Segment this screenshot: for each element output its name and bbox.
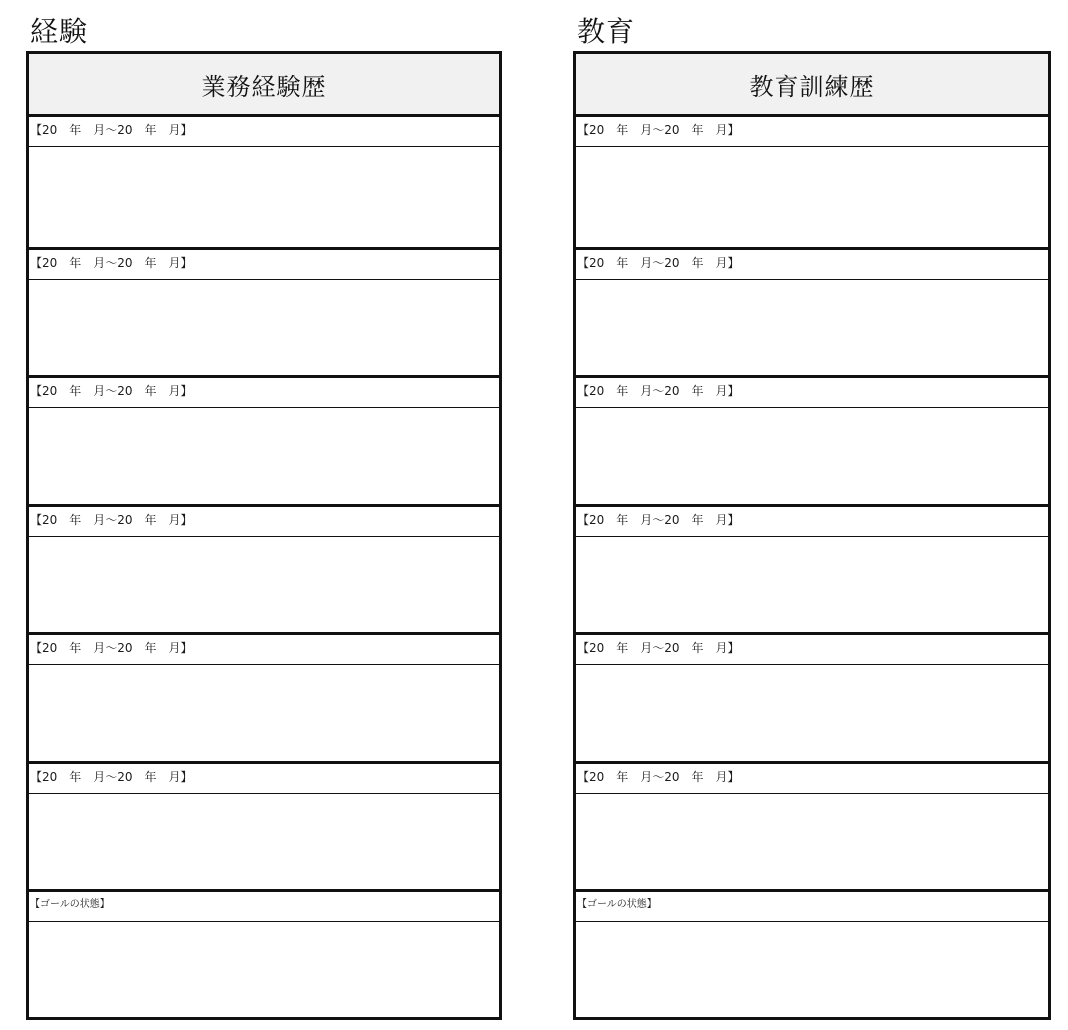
education-period-5: [576, 632, 1048, 761]
experience-goal-label: 【ゴールの状態】: [29, 892, 499, 922]
education-goal-label: 【ゴールの状態】: [576, 892, 1048, 922]
experience-period-2-label: 【20 年 月～20 年 月】: [29, 250, 499, 280]
experience-period-1-field[interactable]: [29, 147, 499, 247]
education-period-3-label: 【20 年 月～20 年 月】: [576, 378, 1048, 408]
education-panel: [573, 51, 1051, 1020]
education-period-2-label: 【20 年 月～20 年 月】: [576, 250, 1048, 280]
experience-goal-field[interactable]: [29, 922, 499, 1017]
education-period-3: [576, 375, 1048, 504]
education-goal-field[interactable]: [576, 922, 1048, 1017]
experience-period-1: [29, 117, 499, 247]
experience-period-4: [29, 504, 499, 632]
experience-title: 経験: [30, 15, 89, 48]
experience-goal: [29, 889, 499, 1017]
experience-period-5-label: 【20 年 月～20 年 月】: [29, 635, 499, 665]
experience-period-2: [29, 247, 499, 375]
experience-period-3: [29, 375, 499, 504]
education-header: 教育訓練歴: [576, 54, 1048, 117]
education-period-2: [576, 247, 1048, 375]
experience-period-6-field[interactable]: [29, 794, 499, 889]
education-period-3-field[interactable]: [576, 408, 1048, 504]
experience-period-6: [29, 761, 499, 889]
experience-panel: [26, 51, 502, 1020]
experience-period-4-field[interactable]: [29, 537, 499, 632]
education-title: 教育: [577, 15, 636, 48]
education-goal: [576, 889, 1048, 1017]
education-period-4-label: 【20 年 月～20 年 月】: [576, 507, 1048, 537]
experience-period-5: [29, 632, 499, 761]
education-period-1-field[interactable]: [576, 147, 1048, 247]
experience-period-3-field[interactable]: [29, 408, 499, 504]
experience-period-5-field[interactable]: [29, 665, 499, 761]
experience-period-3-label: 【20 年 月～20 年 月】: [29, 378, 499, 408]
education-period-5-field[interactable]: [576, 665, 1048, 761]
experience-period-6-label: 【20 年 月～20 年 月】: [29, 764, 499, 794]
education-period-6: [576, 761, 1048, 889]
education-period-1-label: 【20 年 月～20 年 月】: [576, 117, 1048, 147]
education-period-1: [576, 117, 1048, 247]
education-period-4: [576, 504, 1048, 632]
experience-period-1-label: 【20 年 月～20 年 月】: [29, 117, 499, 147]
education-period-6-field[interactable]: [576, 794, 1048, 889]
education-period-4-field[interactable]: [576, 537, 1048, 632]
education-period-6-label: 【20 年 月～20 年 月】: [576, 764, 1048, 794]
education-period-2-field[interactable]: [576, 280, 1048, 375]
experience-header: 業務経験歴: [29, 54, 499, 117]
education-period-5-label: 【20 年 月～20 年 月】: [576, 635, 1048, 665]
experience-period-2-field[interactable]: [29, 280, 499, 375]
experience-period-4-label: 【20 年 月～20 年 月】: [29, 507, 499, 537]
